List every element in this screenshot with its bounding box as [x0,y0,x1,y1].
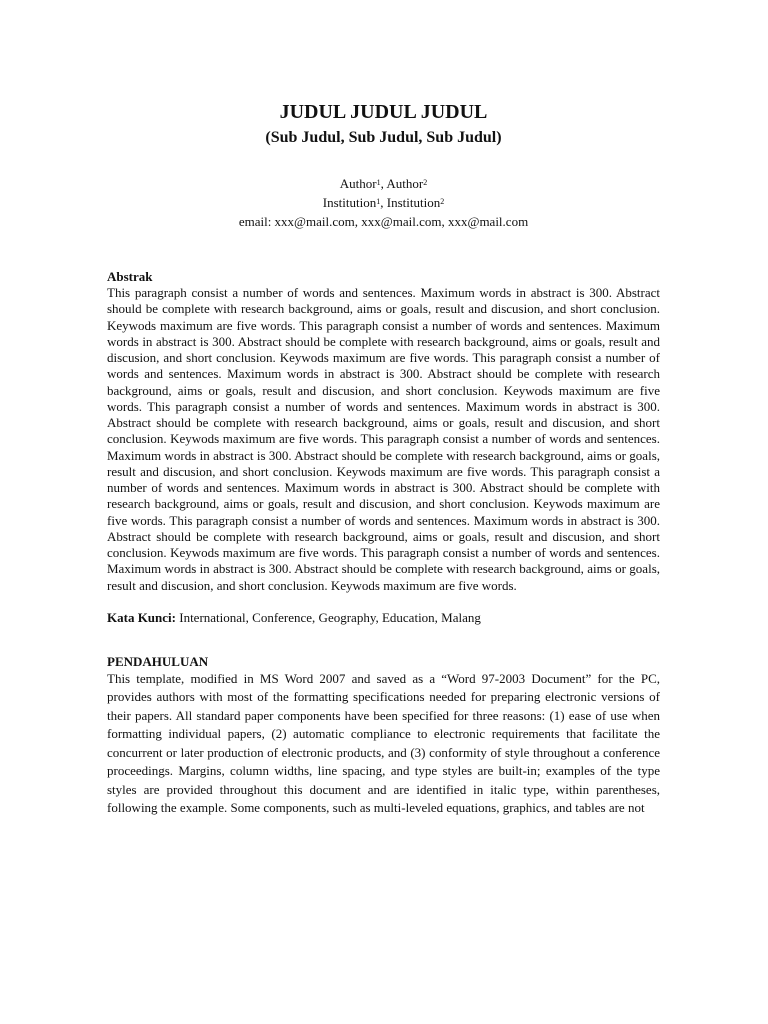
author-affiliation-marker: 2 [423,178,428,187]
paper-title: JUDUL JUDUL JUDUL [279,101,488,123]
keywords-value: International, Conference, Geography, Education, Malang [175,609,481,625]
institution-marker: 2 [440,197,445,206]
author-block [107,174,660,231]
abstract-text: This paragraph consist a number of words and sentences. Maximum words in abstract is 300. Abstract should be complete with research background, aims or goals, result and discusion, and short conclusion. Keywods maximum are five words. This paragraph consist a number of words and sentences. Maximum words in abstract is 300. Abstract should be complete with research background, aims or goals, result and discusion, and short conclusion. Keywods maximum are five words. This paragraph consist a number of words and sentences. Maximum words in abstract is 300. Abstract should be complete with research background, aims or goals, result and discusion, and short conclusion. Keywods maximum are five words. This paragraph consist a number of words and sentences. Maximum words in abstract is 300. Abstract should be complete with research background, aims or goals, result and discusion, and short conclusion. Keywods maximum are five words. This paragraph consist a number of words and sentences. Maximum words in abstract is 300. Abstract should be complete with research background, aims or goals, result and discusion, and short conclusion. Keywods maximum are five words. This paragraph consist a number of words and sentences. Maximum words in abstract is 300. Abstract should be complete with research background, aims or goals, result and discusion, and short conclusion. Keywods maximum are five words. This paragraph consist a number of words and sentences. Maximum words in abstract is 300. Abstract should be complete with research background, aims or goals, result and discusion, and short conclusion. Keywods maximum are five words. This paragraph consist a number of words and sentences. Maximum words in abstract is 300. Abstract should be complete with research background, aims or goals, result and discusion, and short conclusion. Keywods maximum are five words. [107,285,660,593]
author-name: Author [339,176,377,191]
author-line [107,174,660,193]
paper-page [107,100,660,818]
institution-marker: 1 [376,197,381,206]
institution-name: Institution [386,195,441,210]
institution-separator: , [380,195,387,210]
author-separator: , [380,176,387,191]
introduction-heading: PENDAHULUAN [107,653,209,669]
author-affiliation-marker: 1 [376,178,381,187]
email-line: email: xxx@mail.com, xxx@mail.com, xxx@mail.com [238,214,529,229]
introduction-text: This template, modified in MS Word 2007 and saved as a “Word 97-2003 Document” for the PC, provides authors with most of the formatting specifications needed for preparing electronic versions of their papers. All standard paper components have been specified for three reasons: (1) ease of use when formatting individual papers, (2) automatic compliance to electronic requirements that facilitate the concurrent or later production of electronic products, and (3) conformity of style throughout a conference proceedings. Margins, column widths, line spacing, and type styles are built-in; examples of the type styles are provided throughout this document and are identified in italic type, within parentheses, following the example. Some components, such as multi-leveled equations, graphics, and tables are not [107,670,660,816]
abstract-heading: Abstrak [107,269,153,284]
institution-line [107,193,660,212]
author-name: Author [386,176,424,191]
institution-name: Institution [322,195,377,210]
keywords-line [107,610,660,626]
paper-subtitle: (Sub Judul, Sub Judul, Sub Judul) [265,129,502,146]
keywords-label: Kata Kunci: [107,609,176,625]
